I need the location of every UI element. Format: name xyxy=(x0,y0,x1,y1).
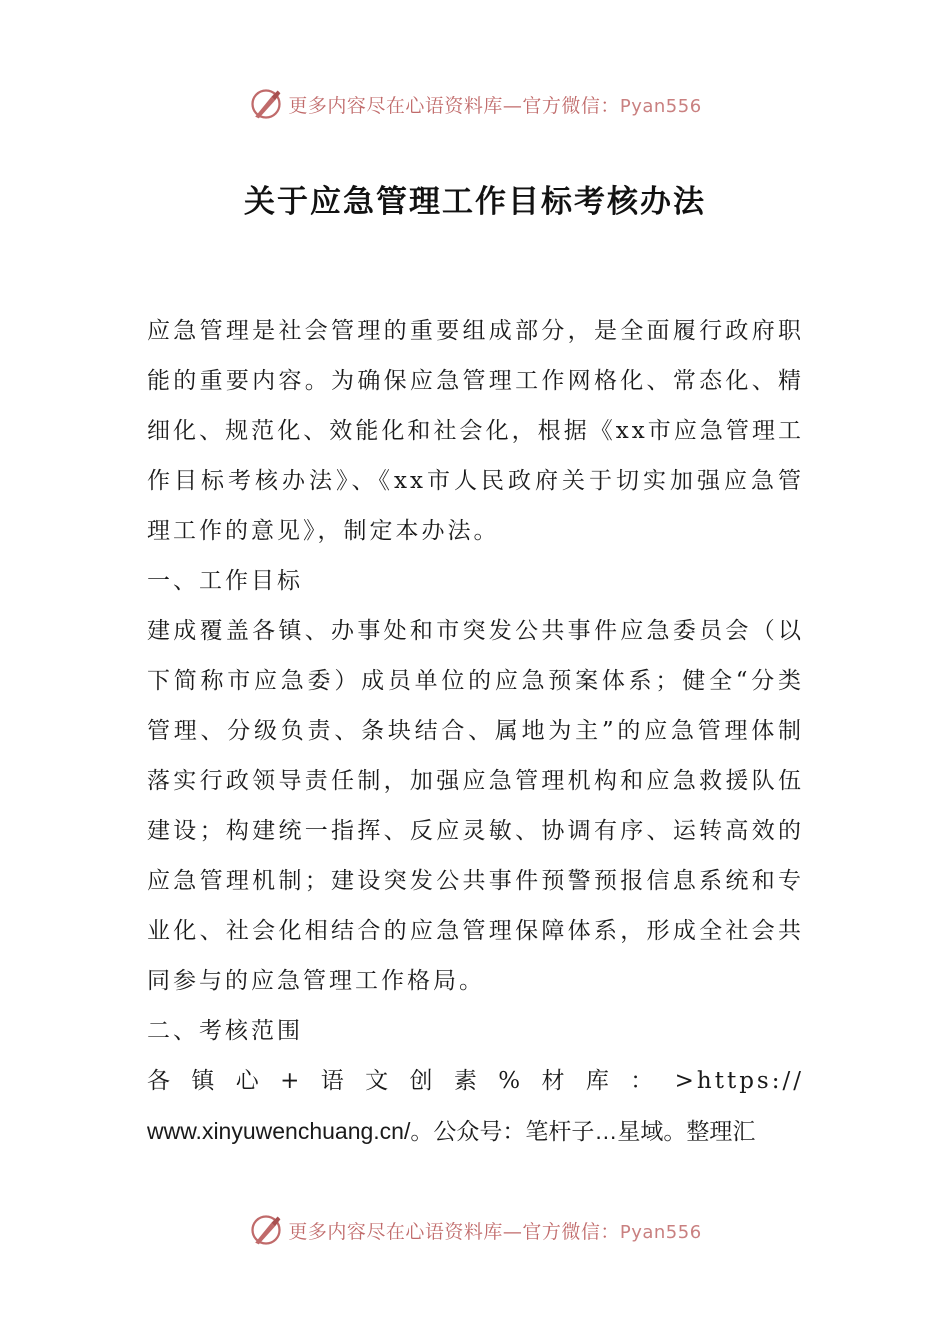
scope-line-2: www.xinyuwenchuang.cn/。公众号：笔杆子…星域。整理汇 xyxy=(147,1118,756,1144)
banner-text: 更多内容尽在心语资料库—官方微信：Pyan556 xyxy=(288,1220,702,1243)
document-body xyxy=(147,306,804,1156)
footer-banner xyxy=(0,1210,950,1250)
pen-nib-logo-icon xyxy=(248,1212,284,1248)
intro-paragraph: 应急管理是社会管理的重要组成部分，是全面履行政府职能的重要内容。为确保应急管理工作网格化、常态化、精细化、规范化、效能化和社会化，根据《xx市应急管理工作目标考核办法》、《xx市人民政府关于切实加强应急管理工作的意见》，制定本办法。 xyxy=(147,318,804,544)
section-heading-goals: 一、工作目标 xyxy=(147,568,303,594)
pen-nib-logo-icon xyxy=(248,86,284,122)
scope-line-1: 各镇心+语文创素%材库：>https:// xyxy=(147,1068,804,1094)
wechat-id: Pyan556 xyxy=(619,1221,702,1243)
header-banner xyxy=(0,84,950,124)
banner-text: 更多内容尽在心语资料库—官方微信：Pyan556 xyxy=(288,94,702,117)
document-title: 关于应急管理工作目标考核办法 xyxy=(244,184,706,220)
section-heading-scope: 二、考核范围 xyxy=(147,1018,303,1044)
wechat-id: Pyan556 xyxy=(619,95,702,117)
goals-paragraph: 建成覆盖各镇、办事处和市突发公共事件应急委员会（以下简称市应急委）成员单位的应急预案体系；健全“分类管理、分级负责、条块结合、属地为主”的应急管理体制落实行政领导责任制，加强应急管理机构和应急救援队伍建设；构建统一指挥、反应灵敏、协调有序、运转高效的应急管理机制；建设突发公共事件预警预报信息系统和专业化、社会化相结合的应急管理保障体系，形成全社会共同参与的应急管理工作格局。 xyxy=(147,618,804,994)
